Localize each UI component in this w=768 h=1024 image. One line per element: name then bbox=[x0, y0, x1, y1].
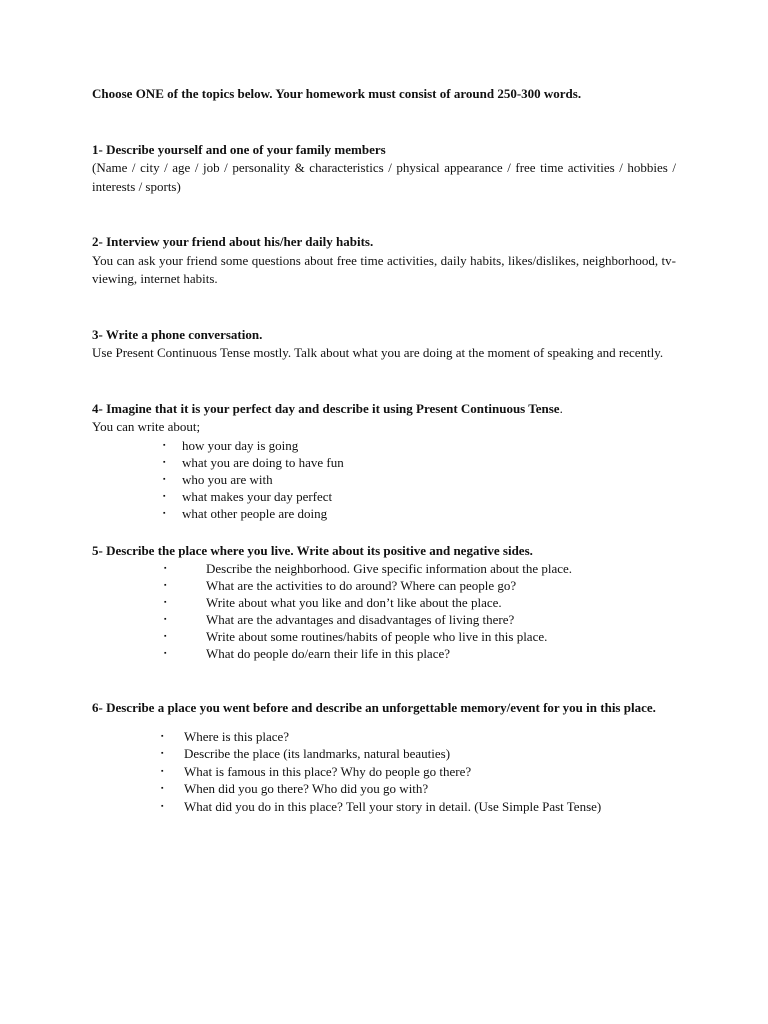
spacer bbox=[92, 289, 676, 326]
instructions: Choose ONE of the topics below. Your homework must consist of around 250-300 words. bbox=[92, 86, 582, 101]
list-item: ▪ what you are doing to have fun bbox=[163, 454, 344, 470]
bullet-icon: ▪ bbox=[163, 491, 166, 500]
topic-4-heading-tail: . bbox=[559, 400, 563, 416]
topic-4-list bbox=[92, 437, 676, 522]
list-item: ▪ What are the activities to do around? Where can people go? bbox=[164, 578, 517, 593]
topic-3-heading: 3- Write a phone conversation. bbox=[92, 326, 263, 342]
bullet-icon: ▪ bbox=[161, 766, 164, 775]
list-item: ▪ what other people are doing bbox=[163, 505, 328, 521]
bullet-icon: ▪ bbox=[164, 615, 167, 623]
topic-3 bbox=[92, 326, 676, 363]
list-item: ▪ how your day is going bbox=[163, 437, 299, 453]
topic-6 bbox=[92, 699, 676, 815]
spacer bbox=[92, 522, 676, 542]
topic-4-heading-line bbox=[92, 400, 676, 419]
bullet-icon: ▪ bbox=[163, 508, 166, 517]
list-item: ▪ What is famous in this place? Why do people go there? bbox=[161, 763, 472, 779]
list-item: ▪ Write about some routines/habits of people who live in this place. bbox=[164, 629, 548, 644]
topic-2-heading: 2- Interview your friend about his/her daily habits. bbox=[92, 234, 374, 249]
homework-document bbox=[92, 85, 676, 815]
topic-4 bbox=[92, 400, 676, 522]
list-item: ▪ who you are with bbox=[163, 471, 273, 487]
bullet-icon: ▪ bbox=[163, 474, 166, 483]
bullet-icon: ▪ bbox=[161, 784, 164, 792]
list-item: ▪ What do people do/earn their life in this place? bbox=[164, 646, 451, 661]
topic-5-list bbox=[92, 560, 676, 662]
list-item: ▪ Where is this place? bbox=[161, 728, 290, 744]
bullet-icon: ▪ bbox=[164, 581, 167, 589]
bullet-icon: ▪ bbox=[164, 564, 167, 572]
topic-5-heading: 5- Describe the place where you live. Write about its positive and negative sides. bbox=[92, 542, 533, 558]
spacer bbox=[92, 104, 676, 141]
bullet-icon: ▪ bbox=[164, 649, 167, 657]
spacer bbox=[92, 196, 676, 233]
topic-2 bbox=[92, 233, 676, 289]
bullet-icon: ▪ bbox=[161, 801, 164, 810]
list-item: ▪ Write about what you like and don’t like about the place. bbox=[164, 595, 502, 610]
list-item: ▪ what makes your day perfect bbox=[163, 488, 333, 504]
list-item: ▪ What did you do in this place? Tell your story in detail. (Use Simple Past Tense) bbox=[161, 798, 602, 814]
topic-1 bbox=[92, 141, 676, 197]
spacer bbox=[92, 363, 676, 400]
bullet-icon: ▪ bbox=[163, 457, 166, 466]
topic-3-body: Use Present Continuous Tense mostly. Talk about what you are doing at the moment of speaking and recently. bbox=[92, 345, 664, 360]
bullet-icon: ▪ bbox=[164, 598, 167, 606]
bullet-icon: ▪ bbox=[161, 731, 164, 740]
bullet-icon: ▪ bbox=[164, 632, 167, 640]
spacer bbox=[92, 662, 676, 699]
topic-4-heading: 4- Imagine that it is your perfect day and describe it using Present Continuous Tense bbox=[92, 400, 560, 416]
bullet-icon: ▪ bbox=[161, 749, 164, 757]
list-item: ▪ Describe the place (its landmarks, natural beauties) bbox=[161, 746, 451, 761]
topic-1-body: (Name / city / age / job / personality & characteristics / physical appearance / free time activities / hobbies / interests / sports) bbox=[92, 160, 676, 194]
list-item: ▪ Describe the neighborhood. Give specific information about the place. bbox=[164, 561, 573, 576]
topic-1-heading: 1- Describe yourself and one of your family members bbox=[92, 141, 386, 157]
list-item: ▪ What are the advantages and disadvantages of living there? bbox=[164, 612, 515, 627]
list-item: ▪ When did you go there? Who did you go with? bbox=[161, 781, 429, 796]
topic-2-body: You can ask your friend some questions about free time activities, daily habits, likes/dislikes, neighborhood, tv-viewing, internet habits. bbox=[92, 252, 676, 286]
topic-6-heading: 6- Describe a place you went before and describe an unforgettable memory/event for you in this place. bbox=[92, 700, 656, 715]
topic-4-body: You can write about; bbox=[92, 419, 201, 434]
topic-6-list bbox=[92, 728, 676, 816]
bullet-icon: ▪ bbox=[163, 440, 166, 449]
topic-5 bbox=[92, 542, 676, 663]
